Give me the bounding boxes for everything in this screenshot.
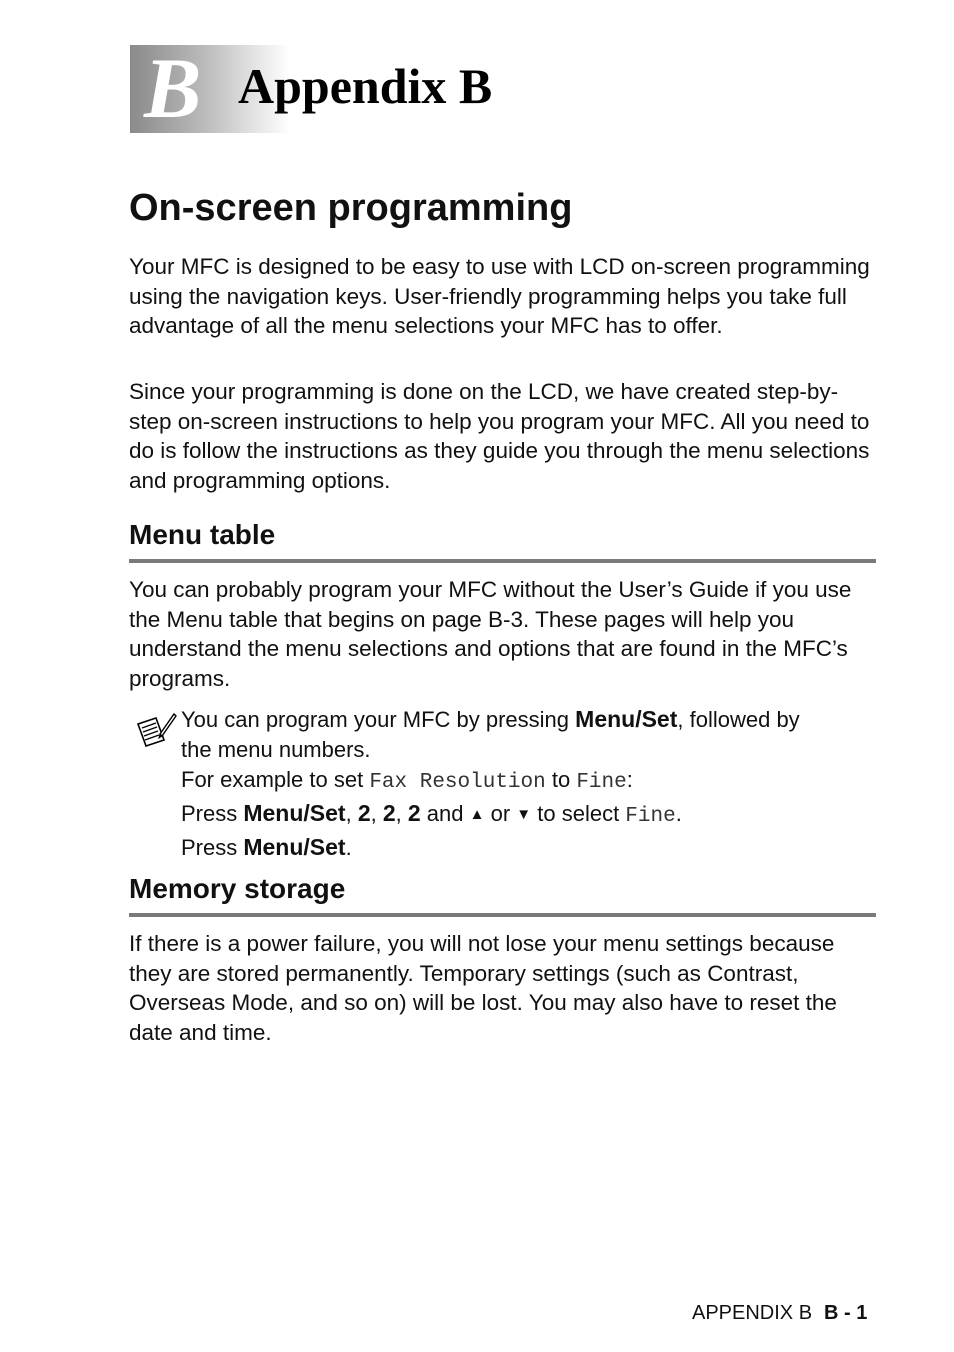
intro-paragraph-1: Your MFC is designed to be easy to use with LCD on-screen programming using the navigation keys. User-friendly programming helps you take full advantage of all the menu selections your MFC has to offer. bbox=[129, 254, 870, 339]
lcd-text-fine: Fine bbox=[625, 805, 676, 828]
note-line-1: You can program your MFC by pressing Menu/Set, followed by bbox=[181, 706, 800, 732]
footer-section-label: APPENDIX B bbox=[692, 1302, 813, 1324]
menu-table-heading: Menu table bbox=[129, 519, 276, 550]
page-number: B - 1 bbox=[824, 1302, 868, 1324]
chapter-letter: B bbox=[144, 40, 202, 136]
memory-storage-heading: Memory storage bbox=[129, 873, 346, 904]
down-arrow-icon: ▼ bbox=[516, 806, 532, 823]
menu-set-key-label: Menu/Set bbox=[243, 834, 346, 860]
intro-paragraph-2: Since your programming is done on the LCD, we have created step-by-step on-screen instructions to help you program your MFC. All you need to do is follow the instructions as they guide you through the menu selections and programming options. bbox=[129, 379, 870, 493]
up-arrow-icon: ▲ bbox=[469, 806, 485, 823]
lcd-text-fax-resolution: Fax Resolution bbox=[369, 771, 546, 794]
main-heading: On-screen programming bbox=[129, 187, 573, 229]
memory-storage-divider bbox=[129, 913, 876, 917]
menu-set-key-label: Menu/Set bbox=[243, 800, 346, 826]
memory-storage-paragraph: If there is a power failure, you will not lose your menu settings because they are stored permanently. Temporary settings (such as Contrast, Overseas Mode, and so on) will be lost. You may also have to reset the date and time. bbox=[129, 931, 837, 1045]
note-line-3: For example to set Fax Resolution to Fine: bbox=[181, 767, 633, 794]
menu-table-divider bbox=[129, 559, 876, 563]
menu-table-paragraph: You can probably program your MFC without the User’s Guide if you use the Menu table that begins on page B-3. These pages will help you understand the menu selections and options that are found in the MFC’s programs. bbox=[129, 577, 852, 691]
note-box bbox=[181, 704, 881, 863]
lcd-text-fine: Fine bbox=[576, 771, 627, 794]
note-line-5: Press Menu/Set. bbox=[181, 834, 352, 860]
note-line-2: the menu numbers. bbox=[181, 737, 371, 762]
pencil-note-icon bbox=[134, 710, 178, 750]
note-line-4: Press Menu/Set, 2, 2, 2 and ▲ or ▼ to select Fine. bbox=[181, 800, 682, 828]
page-footer bbox=[692, 1300, 867, 1326]
chapter-title: Appendix B bbox=[238, 58, 493, 114]
menu-set-key-label: Menu/Set bbox=[575, 706, 678, 732]
